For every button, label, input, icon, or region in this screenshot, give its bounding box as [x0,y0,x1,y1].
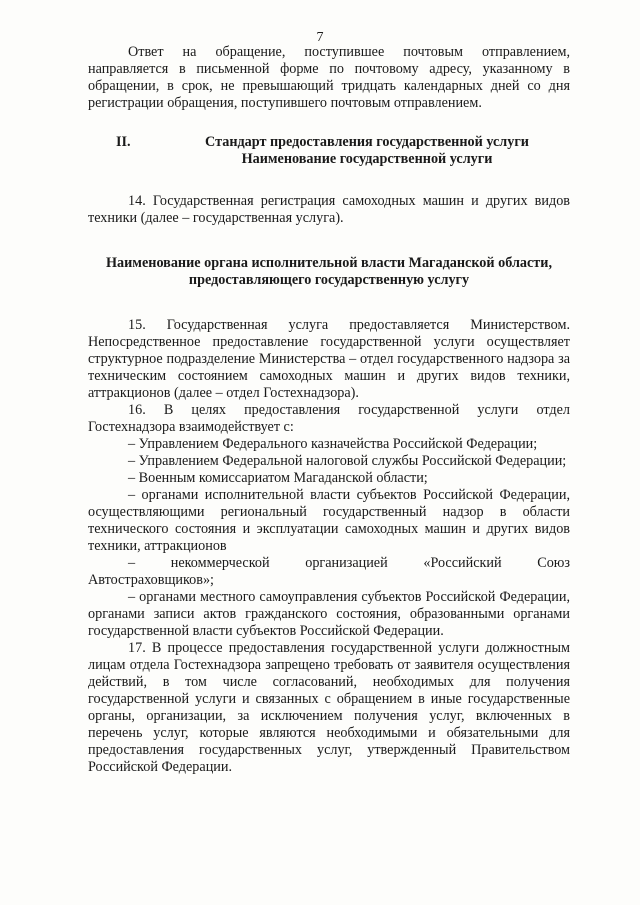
list-item: – органами местного самоуправления субъектов Российской Федерации, органами записи актов гражданского состояния, образованными органами государственной власти субъектов Российской Федерации. [88,589,570,639]
paragraph-15: 15. Государственная услуга предоставляется Министерством. Непосредственное предоставление государственной услуги осуществляет структурное подразделение Министерства – отдел государственного надзора за техническим состоянием самоходных машин и других видов техники, аттракционов (далее – отдел Гостехнадзора). [88,317,570,401]
list-item: – органами исполнительной власти субъектов Российской Федерации, осуществляющими региональный государственный надзор в области технического состояния и эксплуатации самоходных машин и других видов техники, аттракционов [88,487,570,554]
section-heading [88,134,570,168]
interaction-list [88,436,570,640]
paragraph-14: 14. Государственная регистрация самоходных машин и других видов техники (далее – государственная услуга). [88,193,570,226]
list-item: – Управлением Федеральной налоговой службы Российской Федерации; [128,453,567,469]
section-title: Стандарт предоставления государственной услуги [205,134,529,150]
document-body [88,44,570,776]
paragraph-17: 17. В процессе предоставления государственной услуги должностным лицам отдела Гостехнадзора запрещено требовать от заявителя осуществления действий, в том числе согласований, необходимых для получения государственной услуги и связанных с обращением в иные государственные органы, организации, за исключением получения услуг, включенных в перечень услуг, которые являются необходимыми и обязательными для предоставления государственных услуг, утвержденный Правительством Российской Федерации. [88,640,570,775]
paragraph-16: 16. В целях предоставления государственной услуги отдел Гостехнадзора взаимодействует с: [88,402,570,435]
list-item: – Управлением Федерального казначейства Российской Федерации; [128,436,538,452]
paragraph-intro: Ответ на обращение, поступившее почтовым отправлением, направляется в письменной форме по почтовому адресу, указанному в обращении, в срок, не превышающий тридцать календарных дней со дня регистрации обращения, поступившего почтовым отправлением. [88,44,570,111]
list-item: – некоммерческой организацией «Российский Союз Автостраховщиков»; [88,555,570,588]
list-item: – Военным комиссариатом Магаданской области; [128,470,428,486]
page-number: 7 [316,30,324,45]
section-subtitle: Наименование государственной услуги [241,151,493,167]
heading-organ: Наименование органа исполнительной власти Магаданской области, предоставляющего государственную услугу [106,255,552,288]
section-number: II. [116,134,131,150]
section-title-block [164,134,570,168]
